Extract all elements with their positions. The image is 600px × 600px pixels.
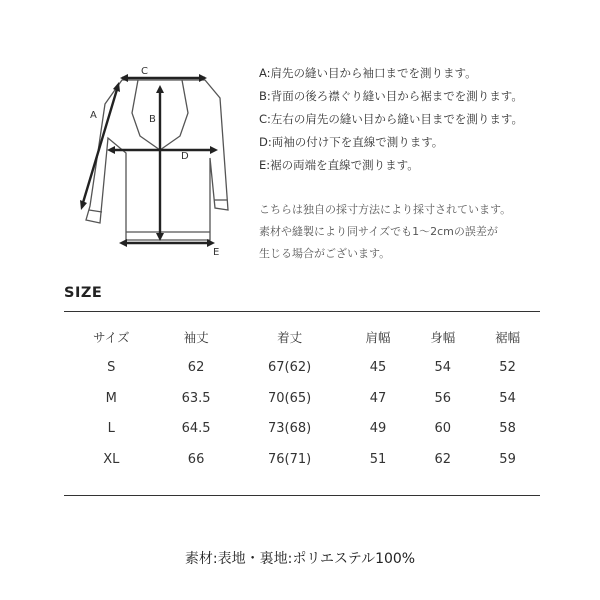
- cell-body-length: 67(62): [267, 360, 312, 376]
- note-e: E:裾の両端を直線で測ります。: [259, 158, 419, 172]
- cell-body-length: 73(68): [267, 421, 312, 437]
- note-c: C:左右の肩先の縫い目から縫い目までを測ります。: [259, 112, 523, 126]
- disclaimer-line: 生じる場合がございます。: [259, 247, 391, 260]
- cell-sleeve-length: 63.5: [181, 390, 211, 406]
- cell-sleeve-length: 66: [187, 451, 205, 467]
- measurement-disclaimer: [259, 199, 589, 265]
- table-row: [64, 383, 540, 414]
- garment-body-outline: [86, 80, 228, 240]
- note-b: B:背面の後ろ襟ぐり縫い目から裾までを測ります。: [259, 89, 523, 103]
- arrowhead-e-right: [207, 239, 215, 247]
- arrowhead-b-top: [156, 85, 164, 93]
- table-row: [64, 353, 540, 384]
- cell-size: M: [105, 390, 117, 406]
- cell-body-width: 62: [434, 451, 452, 467]
- size-table: [64, 322, 540, 475]
- table-top-rule: [64, 311, 540, 312]
- arrowhead-e-left: [119, 239, 127, 247]
- note-d: D:両袖の付け下を直線で測ります。: [259, 135, 444, 149]
- table-bottom-rule: [64, 495, 540, 496]
- cell-hem-width: 58: [499, 421, 516, 437]
- header-body-length: 着丈: [277, 330, 303, 346]
- table-row: [64, 444, 540, 475]
- cell-body-width: 60: [434, 421, 452, 437]
- hoodie-outline: [60, 58, 260, 268]
- cell-shoulder-width: 47: [369, 390, 387, 406]
- label-c: C: [141, 66, 148, 77]
- header-sleeve-length: 袖丈: [183, 330, 209, 346]
- measurement-diagram: [60, 58, 260, 268]
- disclaimer-line: 素材や縫製により同サイズでも1〜2cmの誤差が: [259, 225, 498, 238]
- disclaimer-line: こちらは独自の採寸方法により採寸されています。: [259, 203, 512, 216]
- cell-size: L: [107, 421, 115, 437]
- measurement-notes: [259, 62, 589, 265]
- table-row: [64, 414, 540, 445]
- cell-size: XL: [103, 451, 120, 467]
- table-header-row: [64, 322, 540, 353]
- cell-size: S: [107, 360, 116, 376]
- cell-shoulder-width: 49: [369, 421, 387, 437]
- arrowhead-d-right: [210, 146, 218, 154]
- cell-shoulder-width: 51: [369, 451, 387, 467]
- cell-hem-width: 59: [499, 451, 516, 467]
- header-size: サイズ: [93, 330, 130, 346]
- arrowhead-d-left: [107, 146, 115, 154]
- cell-sleeve-length: 62: [187, 360, 205, 376]
- cell-hem-width: 52: [499, 360, 516, 376]
- arrowhead-a-bottom: [80, 200, 87, 210]
- cell-body-width: 56: [434, 390, 452, 406]
- header-hem-width: 裾幅: [495, 330, 521, 346]
- label-b: B: [149, 114, 156, 125]
- measure-a-line: [82, 86, 118, 206]
- cell-sleeve-length: 64.5: [181, 421, 211, 437]
- cell-body-width: 54: [434, 360, 452, 376]
- header-shoulder-width: 肩幅: [365, 330, 391, 346]
- size-section-title: SIZE: [64, 285, 103, 301]
- header-body-width: 身幅: [430, 330, 456, 346]
- cell-body-length: 70(65): [267, 390, 312, 406]
- material-info: 素材:表地・裏地:ポリエステル100%: [184, 551, 416, 567]
- cell-body-length: 76(71): [267, 451, 312, 467]
- cell-hem-width: 54: [499, 390, 516, 406]
- label-d: D: [181, 151, 189, 162]
- label-e: E: [213, 247, 220, 258]
- note-a: A:肩先の縫い目から袖口までを測ります。: [259, 66, 477, 80]
- cell-shoulder-width: 45: [369, 360, 387, 376]
- label-a: A: [90, 110, 97, 121]
- left-cuff-line: [89, 210, 102, 212]
